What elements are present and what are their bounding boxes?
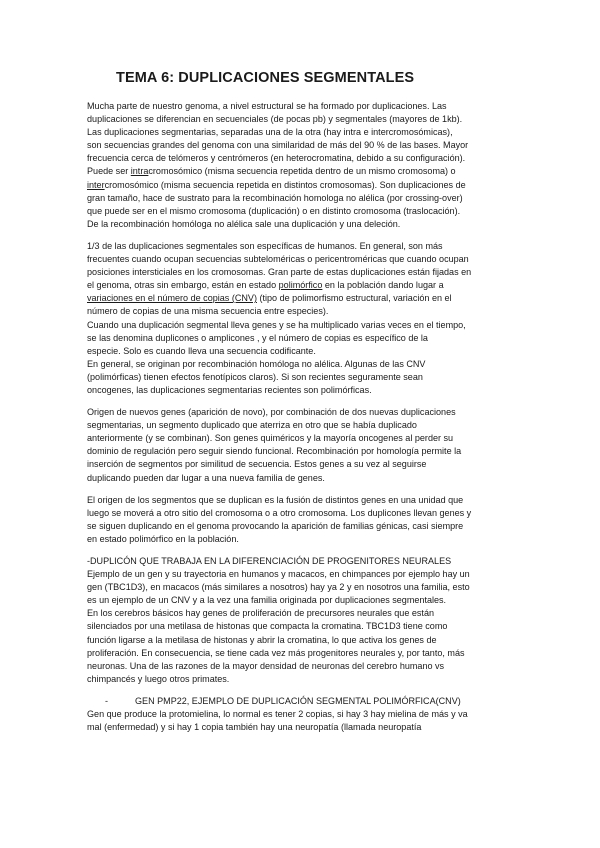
- text-line: gran tamaño, hace de sustrato para la recombinación homologa no alélica (por crossing-over): [87, 192, 463, 203]
- text-segment: el genoma, otras sin embargo, están en estado: [87, 280, 279, 291]
- underlined-term-inter: inter: [87, 179, 105, 190]
- text-line: silenciados por una metilasa de histonas que compacta la cromatina. TBC1D3 tiene como: [87, 621, 448, 632]
- text-line: Ejemplo de un gen y su trayectoria en humanos y macacos, en chimpances por ejemplo hay un: [87, 569, 470, 580]
- text-line: [87, 165, 517, 178]
- text-line: luego se moverá a otro sitio del cromosoma o a otro cromosoma. Los duplicones llevan genes y: [87, 507, 472, 518]
- paragraph-pmp22: [87, 708, 517, 734]
- paragraph-origen-nuevos-genes: [87, 406, 517, 485]
- underlined-term-polimorfico: polimórfico: [278, 280, 323, 291]
- text-line: oncogenes, las duplicaciones segmentarias recientes son polimórficas.: [87, 384, 372, 395]
- text-line: inserción de segmentos por similitud de secuencia. Estos genes a su vez al seguirse: [87, 459, 427, 470]
- text-line: dominio de regulación pero seguir siendo funcional. Recombinación por homología permite la: [87, 446, 462, 457]
- text-line: [87, 279, 517, 292]
- text-line: duplicaciones se diferencian en secuenciales (de pocas pb) y segmentales (mayores de 1kb).: [87, 114, 463, 125]
- text-line: posiciones intersticiales en los cromosomas. Gran parte de estas duplicaciones están fijadas en: [87, 267, 472, 278]
- text-line: se las denomina duplicones o amplicones , y el número de copias es específico de la: [87, 332, 428, 343]
- text-line: gen (TBC1D3), en macacos (más similares a nosotros) hay ya 2 y en nosotros una familia, esto: [87, 582, 470, 593]
- text-segment: en la población dando lugar a: [322, 280, 444, 291]
- text-line: se siguen duplicando en el genoma provocando la aparición de familias génicas, casi siempre: [87, 520, 464, 531]
- text-line: El origen de los segmentos que se duplican es la fusión de distintos genes en una unidad que: [87, 494, 464, 505]
- text-line: Mucha parte de nuestro genoma, a nivel estructural se ha formado por duplicaciones. Las: [87, 101, 447, 111]
- text-line: son secuencias grandes del genoma con una similaridad de más del 90 % de las bases. Mayor: [87, 140, 469, 151]
- text-line: proliferación. En consecuencia, se tiene cada vez más progenitores neurales y, por tanto, más: [87, 647, 465, 658]
- text-line: frecuencia cerca de telómeros y centrómeros (en heterocromatina, debido a su configuración).: [87, 153, 466, 164]
- text-line: Gen que produce la protomielina, lo normal es tener 2 copias, si hay 3 hay mielina de más y va: [87, 709, 468, 720]
- text-segment: Puede ser: [87, 166, 131, 177]
- text-line: neuronas. Una de las razones de la mayor densidad de neuronas del cerebro humano vs: [87, 660, 445, 671]
- text-line: es un ejemplo de un CNV y a la vez una familia originada por duplicaciones segmentales.: [87, 595, 447, 606]
- text-segment: (tipo de polimorfismo estructural, variación en el: [256, 293, 452, 304]
- text-line: En general, se originan por recombinación homóloga no alélica. Algunas de las CNV: [87, 358, 426, 369]
- text-line: en estado polimórfico en la población.: [87, 533, 239, 544]
- text-line: segmentarias, un segmento duplicado que aterriza en otro que se había duplicado: [87, 420, 417, 431]
- paragraph-duplicaciones-intro: [87, 100, 517, 231]
- section-heading: -DUPLICÓN QUE TRABAJA EN LA DIFERENCIACIÓN DE PROGENITORES NEURALES: [87, 556, 452, 566]
- paragraph-duplicon-progenitores: [87, 555, 517, 686]
- text-line: chimpancés y luego otros primates.: [87, 673, 230, 684]
- text-line: número de copias de una misma secuencia entre especies).: [87, 306, 329, 317]
- text-line: que puede ser en el mismo cromosoma (duplicación) o en distinto cromosoma (traslocación).: [87, 205, 461, 216]
- underlined-term-cnv: variaciones en el número de copias (CNV): [87, 293, 257, 304]
- text-line: mal (enfermedad) y si hay 1 copia también hay una neuropatía (llamada neuropatía: [87, 722, 422, 733]
- bullet-dash: -: [105, 695, 109, 706]
- text-line: [87, 179, 517, 192]
- text-line: función ligarse a la metilasa de histonas y abrir la cromatina, lo que activa los genes de: [87, 634, 437, 645]
- text-line: Origen de nuevos genes (aparición de novo), por combinación de dos nuevas duplicaciones: [87, 407, 456, 418]
- page-title: TEMA 6: DUPLICACIONES SEGMENTALES: [116, 70, 415, 86]
- text-line: [87, 292, 517, 305]
- paragraph-especificas-humanos: [87, 240, 517, 397]
- text-line: En los cerebros básicos hay genes de proliferación de precursores neurales que están: [87, 608, 435, 619]
- bullet-text: GEN PMP22, EJEMPLO DE DUPLICACIÓN SEGMENTAL POLIMÓRFICA(CNV): [135, 695, 461, 706]
- document-body: [87, 100, 517, 734]
- text-line: Las duplicaciones segmentarias, separadas una de la otra (hay intra e intercromosómicas),: [87, 127, 453, 138]
- text-line: especie. Solo es cuando lleva una secuencia codificante.: [87, 345, 316, 356]
- text-line: frecuentes cuando ocupan secuencias subteloméricas o pericentroméricas que cuando ocupan: [87, 254, 469, 265]
- text-line: duplicando pueden dar lugar a una nueva familia de genes.: [87, 472, 325, 483]
- paragraph-origen-segmentos: [87, 494, 517, 546]
- text-line: anteriormente (y se combinan). Son genes quiméricos y la mayoría oncogenes al perder su: [87, 433, 454, 444]
- bullet-item-pmp22: [87, 695, 517, 708]
- text-line: 1/3 de las duplicaciones segmentales son específicas de humanos. En general, son más: [87, 240, 443, 251]
- text-line: Cuando una duplicación segmental lleva genes y se ha multiplicado varias veces en el tiempo,: [87, 319, 466, 330]
- text-line: (polimórficas) tienen efectos fenotípicos claros). Si son recientes seguramente sean: [87, 371, 423, 382]
- text-segment: cromosómico (misma secuencia repetida en distintos cromosomas). Son duplicaciones de: [104, 179, 466, 190]
- text-line: De la recombinación homóloga no alélica sale una duplicación y una deleción.: [87, 218, 401, 229]
- underlined-term-intra: intra: [130, 166, 149, 177]
- text-segment: cromosómico (misma secuencia repetida dentro de un mismo cromosoma) o: [148, 166, 456, 177]
